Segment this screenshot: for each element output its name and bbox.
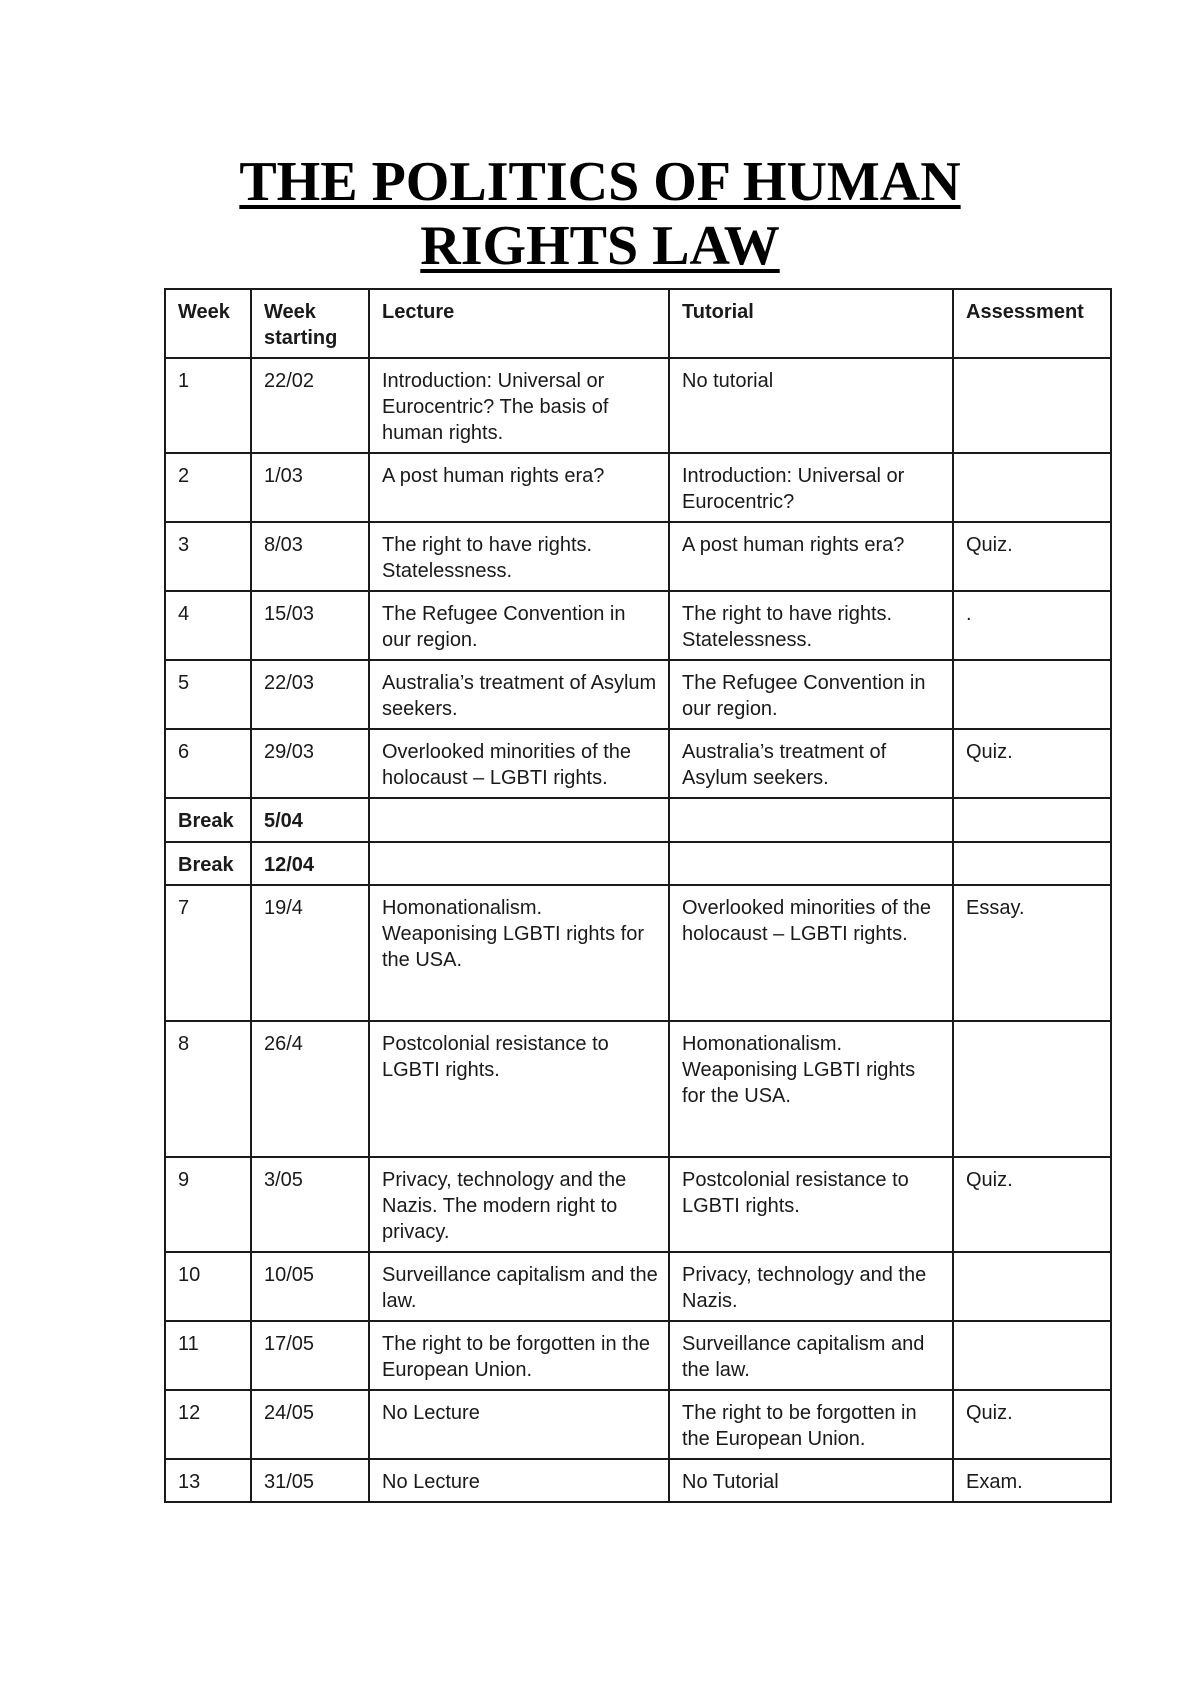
- cell-week-starting: 22/03: [251, 660, 369, 729]
- cell-week: 13: [165, 1459, 251, 1502]
- cell-week-starting: 24/05: [251, 1390, 369, 1459]
- header-lecture: Lecture: [369, 289, 669, 358]
- cell-week: Break: [165, 842, 251, 885]
- cell-week-starting: 3/05: [251, 1157, 369, 1252]
- cell-tutorial: No Tutorial: [669, 1459, 953, 1502]
- cell-lecture: Overlooked minorities of the holocaust – LGBTI rights.: [369, 729, 669, 798]
- cell-week-starting: 22/02: [251, 358, 369, 453]
- cell-assessment: Quiz.: [953, 729, 1111, 798]
- header-week: Week: [165, 289, 251, 358]
- cell-lecture: No Lecture: [369, 1390, 669, 1459]
- cell-assessment: [953, 1252, 1111, 1321]
- cell-week: 10: [165, 1252, 251, 1321]
- cell-tutorial: A post human rights era?: [669, 522, 953, 591]
- cell-week-starting: 31/05: [251, 1459, 369, 1502]
- table-header-row: [165, 289, 1111, 358]
- cell-week-starting: 26/4: [251, 1021, 369, 1157]
- cell-week: 4: [165, 591, 251, 660]
- header-assessment: Assessment: [953, 289, 1111, 358]
- cell-assessment: Essay.: [953, 885, 1111, 1021]
- table-row: [165, 1390, 1111, 1459]
- table-row: [165, 729, 1111, 798]
- table-row: [165, 1157, 1111, 1252]
- cell-week-starting: 19/4: [251, 885, 369, 1021]
- cell-tutorial: Homonationalism. Weaponising LGBTI rights for the USA.: [669, 1021, 953, 1157]
- cell-week: Break: [165, 798, 251, 842]
- table-row-break: [165, 798, 1111, 842]
- cell-week: 1: [165, 358, 251, 453]
- cell-lecture: The Refugee Convention in our region.: [369, 591, 669, 660]
- cell-lecture: Introduction: Universal or Eurocentric? The basis of human rights.: [369, 358, 669, 453]
- cell-week: 8: [165, 1021, 251, 1157]
- cell-week-starting: 29/03: [251, 729, 369, 798]
- cell-assessment: [953, 1021, 1111, 1157]
- cell-tutorial: No tutorial: [669, 358, 953, 453]
- cell-assessment: [953, 1321, 1111, 1390]
- cell-lecture: [369, 842, 669, 885]
- cell-lecture: Postcolonial resistance to LGBTI rights.: [369, 1021, 669, 1157]
- cell-assessment: [953, 660, 1111, 729]
- cell-week-starting: 12/04: [251, 842, 369, 885]
- cell-week: 5: [165, 660, 251, 729]
- header-tutorial: Tutorial: [669, 289, 953, 358]
- cell-assessment: [953, 453, 1111, 522]
- cell-lecture: A post human rights era?: [369, 453, 669, 522]
- cell-week-starting: 10/05: [251, 1252, 369, 1321]
- table-row-break: [165, 842, 1111, 885]
- cell-assessment: Quiz.: [953, 522, 1111, 591]
- cell-tutorial: The right to be forgotten in the European Union.: [669, 1390, 953, 1459]
- cell-assessment: [953, 798, 1111, 842]
- cell-tutorial: Introduction: Universal or Eurocentric?: [669, 453, 953, 522]
- cell-assessment: [953, 358, 1111, 453]
- cell-tutorial: The right to have rights. Statelessness.: [669, 591, 953, 660]
- cell-tutorial: Privacy, technology and the Nazis.: [669, 1252, 953, 1321]
- cell-week-starting: 15/03: [251, 591, 369, 660]
- cell-week: 9: [165, 1157, 251, 1252]
- cell-lecture: Australia’s treatment of Asylum seekers.: [369, 660, 669, 729]
- cell-week: 12: [165, 1390, 251, 1459]
- table-row: [165, 591, 1111, 660]
- cell-week: 11: [165, 1321, 251, 1390]
- cell-lecture: The right to be forgotten in the European Union.: [369, 1321, 669, 1390]
- cell-lecture: Privacy, technology and the Nazis. The modern right to privacy.: [369, 1157, 669, 1252]
- document-title: [0, 150, 1200, 278]
- cell-tutorial: Australia’s treatment of Asylum seekers.: [669, 729, 953, 798]
- cell-week-starting: 8/03: [251, 522, 369, 591]
- table-row: [165, 453, 1111, 522]
- cell-week: 7: [165, 885, 251, 1021]
- cell-tutorial: [669, 798, 953, 842]
- cell-tutorial: The Refugee Convention in our region.: [669, 660, 953, 729]
- cell-lecture: No Lecture: [369, 1459, 669, 1502]
- table-row: [165, 1021, 1111, 1157]
- cell-lecture: Surveillance capitalism and the law.: [369, 1252, 669, 1321]
- cell-week: 6: [165, 729, 251, 798]
- title-line-1: THE POLITICS OF HUMAN: [239, 151, 961, 213]
- cell-week-starting: 1/03: [251, 453, 369, 522]
- table-row: [165, 1321, 1111, 1390]
- cell-tutorial: Overlooked minorities of the holocaust – LGBTI rights.: [669, 885, 953, 1021]
- header-week-starting: Week starting: [251, 289, 369, 358]
- cell-assessment: .: [953, 591, 1111, 660]
- cell-tutorial: Surveillance capitalism and the law.: [669, 1321, 953, 1390]
- table-row: [165, 885, 1111, 1021]
- cell-lecture: The right to have rights. Statelessness.: [369, 522, 669, 591]
- cell-tutorial: Postcolonial resistance to LGBTI rights.: [669, 1157, 953, 1252]
- table-row: [165, 1459, 1111, 1502]
- table-row: [165, 522, 1111, 591]
- cell-assessment: Quiz.: [953, 1157, 1111, 1252]
- title-line-2: RIGHTS LAW: [420, 215, 780, 277]
- cell-lecture: Homonationalism. Weaponising LGBTI rights for the USA.: [369, 885, 669, 1021]
- cell-week-starting: 5/04: [251, 798, 369, 842]
- cell-assessment: [953, 842, 1111, 885]
- table-row: [165, 660, 1111, 729]
- cell-week: 3: [165, 522, 251, 591]
- table-row: [165, 358, 1111, 453]
- cell-tutorial: [669, 842, 953, 885]
- cell-week: 2: [165, 453, 251, 522]
- cell-week-starting: 17/05: [251, 1321, 369, 1390]
- schedule-table: [164, 288, 1112, 1503]
- cell-assessment: Quiz.: [953, 1390, 1111, 1459]
- table-row: [165, 1252, 1111, 1321]
- cell-lecture: [369, 798, 669, 842]
- cell-assessment: Exam.: [953, 1459, 1111, 1502]
